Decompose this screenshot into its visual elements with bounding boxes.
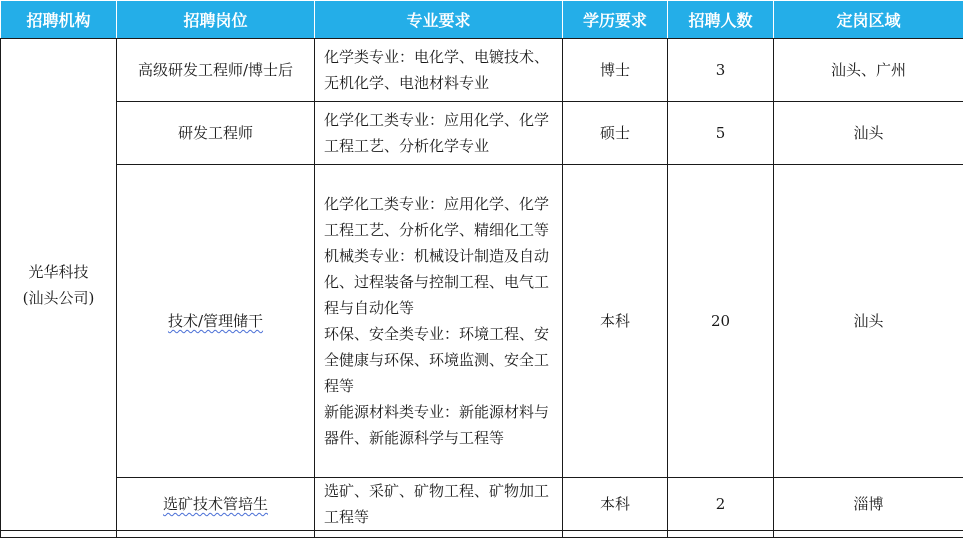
position-cell: 高级研发工程师/博士后 (117, 39, 315, 102)
count-cell: 3 (668, 39, 774, 102)
position-cell: 研发工程师 (117, 102, 315, 165)
table-row-partial (1, 531, 963, 538)
education-cell: 博士 (563, 39, 668, 102)
header-position: 招聘岗位 (117, 1, 315, 39)
position-cell (117, 478, 315, 531)
requirements-cell (315, 39, 563, 102)
requirements-cell (315, 478, 563, 531)
header-organization: 招聘机构 (1, 1, 117, 39)
requirement-text: 选矿、采矿、矿物工程、矿物加工工程等 (324, 478, 556, 530)
requirement-text: 化学化工类专业：应用化学、化学工程工艺、分析化学专业 (324, 107, 556, 159)
header-requirements: 专业要求 (315, 1, 563, 39)
requirement-text: 新能源材料类专业：新能源材料与器件、新能源科学与工程等 (324, 399, 556, 451)
requirement-text: 环保、安全类专业：环境工程、安全健康与环保、环境监测、安全工程等 (324, 321, 556, 399)
education-cell: 硕士 (563, 102, 668, 165)
requirement-text: 机械类专业：机械设计制造及自动化、过程装备与控制工程、电气工程与自动化等 (324, 243, 556, 321)
location-cell: 汕头、广州 (774, 39, 963, 102)
requirements-cell (315, 165, 563, 478)
education-cell: 本科 (563, 478, 668, 531)
requirement-text: 化学类专业：电化学、电镀技术、无机化学、电池材料专业 (324, 44, 556, 96)
position-text: 选矿技术管培生 (163, 495, 268, 513)
table-row (1, 102, 963, 165)
position-cell (117, 165, 315, 478)
education-cell: 本科 (563, 165, 668, 478)
header-location: 定岗区域 (774, 1, 963, 39)
organization-cell: 光华科技 (汕头公司) (1, 39, 117, 531)
header-education: 学历要求 (563, 1, 668, 39)
count-cell: 20 (668, 165, 774, 478)
table-row (1, 165, 963, 478)
table-header-row (1, 1, 963, 39)
requirement-text: 化学化工类专业：应用化学、化学工程工艺、分析化学、精细化工等 (324, 191, 556, 243)
position-text: 技术/管理储干 (168, 312, 263, 330)
location-cell: 汕头 (774, 102, 963, 165)
count-cell: 2 (668, 478, 774, 531)
header-count: 招聘人数 (668, 1, 774, 39)
count-cell: 5 (668, 102, 774, 165)
table-row (1, 39, 963, 102)
table-row (1, 478, 963, 531)
location-cell: 汕头 (774, 165, 963, 478)
location-cell: 淄博 (774, 478, 963, 531)
requirements-cell (315, 102, 563, 165)
